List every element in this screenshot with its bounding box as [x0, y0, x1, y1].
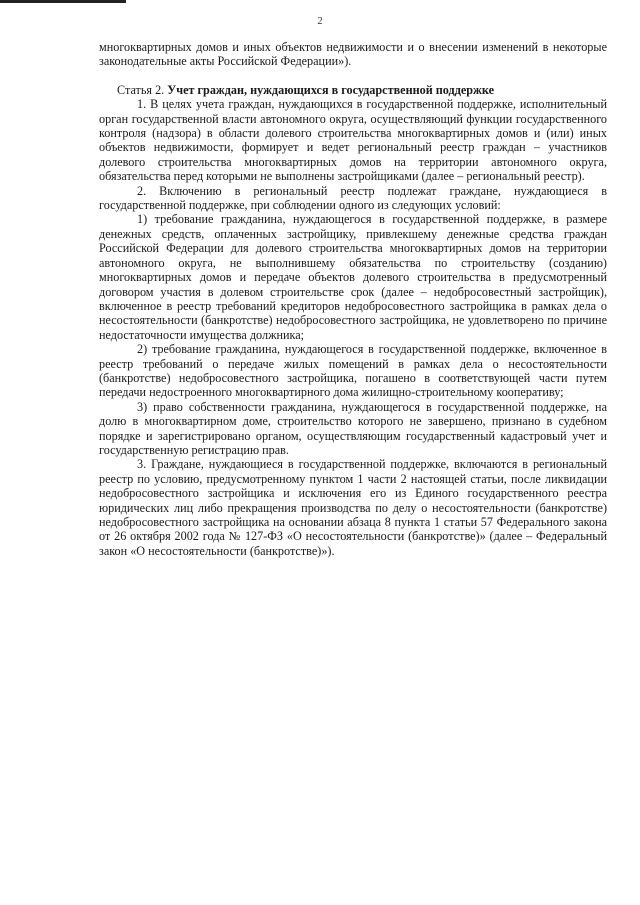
article-title: Учет граждан, нуждающихся в государственной поддержке — [167, 82, 495, 97]
page-number: 2 — [317, 16, 323, 27]
paragraph-2: 2. Включению в региональный реестр подлежат граждане, нуждающиеся в государственной поддержке, при соблюдении одного из следующих условий: — [99, 183, 607, 213]
condition-item-2: 2) требование гражданина, нуждающегося в государственной поддержке, включенное в реестр требований о передаче жилых помещений в рамках дела о несостоятельности (банкротстве) недобросовестного застройщика, погашено в соответствующей части путем передачи недостроенного многоквартирного дома жилищно-строительному кооперативу; — [99, 342, 607, 400]
paragraph-3: 3. Граждане, нуждающиеся в государственной поддержке, включаются в региональный реестр по условию, предусмотренному пунктом 1 части 2 настоящей статьи, после ликвидации недобросовестного застройщика и исключения его из Единого государственного реестра юридических лиц либо прекращения производства по делу о несостоятельности (банкротстве) недобросовестного застройщика на основании абзаца 8 пункта 1 статьи 57 Федерального закона от 26 октября 2002 года № 127-ФЗ «О несостоятельности (банкротстве)» (далее – Федеральный закон «О несостоятельности (банкротстве)»). — [99, 457, 607, 558]
paragraph-1: 1. В целях учета граждан, нуждающихся в государственной поддержке, исполнительный орган государственной власти автономного округа, осуществляющий функции государственного контроля (надзора) в области долевого строительства многоквартирных домов и (или) иных объектов недвижимости, формирует и ведет региональный реестр граждан – участников долевого строительства многоквартирных домов на территории автономного округа, обязательства перед которыми не выполнены застройщиками (далее – региональный реестр). — [99, 97, 607, 184]
article-heading — [99, 83, 607, 97]
scan-corner-mark — [0, 0, 126, 3]
condition-item-3: 3) право собственности гражданина, нуждающегося в государственной поддержке, на долю в многоквартирном доме, строительство которого не завершено, признано в судебном порядке и зарегистрировано органом, осуществляющим государственный кадастровый учет и государственную регистрацию прав. — [99, 399, 607, 457]
intro-continuation: многоквартирных домов и иных объектов недвижимости и о внесении изменений в некоторые законодательные акты Российской Федерации»). — [99, 40, 607, 69]
article-label: Статья 2. — [117, 82, 165, 97]
condition-item-1: 1) требование гражданина, нуждающегося в государственной поддержке, в размере денежных средств, оплаченных застройщику, привлекшему денежные средства граждан Российской Федерации для долевого строительства многоквартирных домов на территории автономного округа, не выполнившему обязательства по строительству (созданию) многоквартирных домов и передаче объектов долевого строительства в предусмотренный договором участия в долевом строительстве срок (далее – недобросовестный застройщик), включенное в реестр требований кредиторов недобросовестного застройщика в рамках дела о несостоятельности (банкротстве) недобросовестного застройщика, не удовлетворено по причине недостаточности имущества должника; — [99, 212, 607, 342]
document-body — [99, 40, 607, 558]
